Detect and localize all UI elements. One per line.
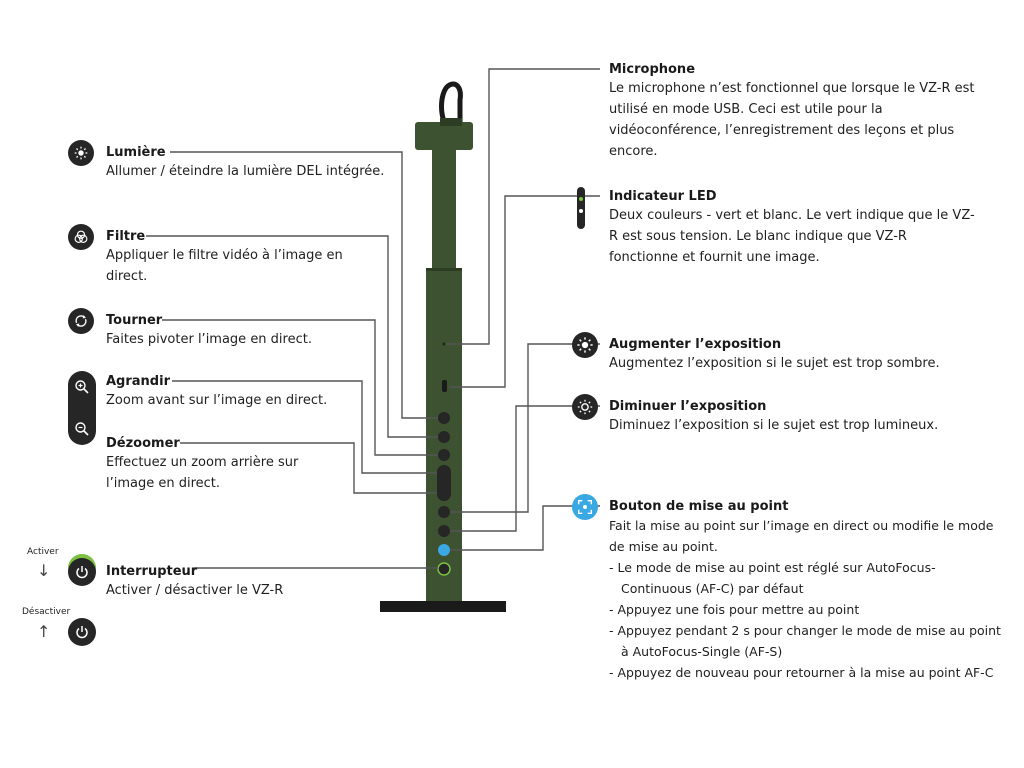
device-base [380, 601, 506, 612]
callout-augmenter [609, 336, 979, 374]
agrandir-desc: Zoom avant sur l’image en direct. [106, 393, 328, 408]
callout-lumiere [106, 144, 386, 182]
agrandir-title: Agrandir [106, 374, 170, 389]
callout-led [609, 188, 979, 268]
mic-hole [443, 343, 446, 346]
focus-bullet: - Appuyez de nouveau pour retourner à la mise au point AF-C [609, 662, 1004, 683]
focus-bullet: - Le mode de mise au point est réglé sur AutoFocus-Continuous (AF-C) par défaut [609, 557, 1004, 599]
device-neck [432, 150, 456, 270]
lumiere-title: Lumière [106, 145, 166, 160]
microphone-title: Microphone [609, 62, 696, 77]
augmenter-title: Augmenter l’exposition [609, 337, 782, 352]
device-button-lumiere [438, 412, 450, 424]
diminuer-title: Diminuer l’exposition [609, 399, 767, 414]
zoom-out-icon [72, 419, 92, 439]
led-title: Indicateur LED [609, 189, 717, 204]
rotate-icon [68, 308, 94, 334]
callout-agrandir [106, 373, 356, 411]
callout-dezoomer [106, 435, 346, 494]
microphone-desc: Le microphone n’est fonctionnel que lorsque le VZ-R est utilisé en mode USB. Ceci est utile pour la vidéoconférence, l’enregistrement des leçons et plus encore. [609, 81, 975, 159]
lumiere-desc: Allumer / éteindre la lumière DEL intégrée. [106, 164, 385, 179]
device-button-power [438, 563, 450, 575]
led-desc: Deux couleurs - vert et blanc. Le vert indique que le VZ-R est sous tension. Le blanc indique que VZ-R fonctionne et fournit une image. [609, 208, 975, 265]
focus-bullets [609, 557, 1004, 683]
interrupteur-title: Interrupteur [106, 564, 198, 579]
filtre-title: Filtre [106, 229, 146, 244]
power-off-label: Désactiver [22, 607, 71, 617]
device-button-zoom [437, 465, 451, 501]
diminuer-desc: Diminuez l’exposition si le sujet est trop lumineux. [609, 418, 939, 433]
sun-minus-icon [572, 394, 598, 420]
callout-microphone [609, 61, 979, 162]
filter-icon [68, 224, 94, 250]
arrow-down-icon: ↓ [37, 561, 51, 580]
focus-bullet: - Appuyez une fois pour mettre au point [609, 599, 1004, 620]
interrupteur-desc: Activer / désactiver le VZ-R [106, 583, 284, 598]
filtre-desc: Appliquer le filtre vidéo à l’image en direct. [106, 248, 343, 284]
sun-plus-icon [572, 332, 598, 358]
callout-focus [609, 498, 1004, 683]
device-button-filtre [438, 431, 450, 443]
power-on-label: Activer [27, 547, 59, 557]
callout-tourner [106, 312, 366, 350]
tourner-title: Tourner [106, 313, 163, 328]
callout-interrupteur [106, 563, 346, 601]
arrow-up-icon: ↑ [37, 622, 51, 641]
callout-diminuer [609, 398, 979, 436]
power-off-icon [68, 618, 96, 646]
focus-icon [572, 494, 598, 520]
device-button-augmenter [438, 506, 450, 518]
augmenter-desc: Augmentez l’exposition si le sujet est trop sombre. [609, 356, 940, 371]
camera-head [415, 122, 473, 150]
led-indicator-icon [577, 187, 585, 229]
callout-filtre [106, 228, 386, 287]
dezoomer-title: Dézoomer [106, 436, 180, 451]
led-slot [442, 380, 447, 392]
device-button-diminuer [438, 525, 450, 537]
dezoomer-desc: Effectuez un zoom arrière sur l’image en direct. [106, 455, 299, 491]
focus-desc: Fait la mise au point sur l’image en direct ou modifie le mode de mise au point. [609, 518, 994, 554]
device-button-tourner [438, 449, 450, 461]
tourner-desc: Faites pivoter l’image en direct. [106, 332, 312, 347]
power-on-icon [68, 558, 96, 586]
device-button-focus [438, 544, 450, 556]
focus-title: Bouton de mise au point [609, 499, 789, 514]
zoom-control-icon [68, 371, 96, 445]
focus-bullet: - Appuyez pendant 2 s pour changer le mode de mise au point à AutoFocus-Single (AF-S) [609, 620, 1004, 662]
light-bulb-icon [68, 140, 94, 166]
zoom-in-icon [72, 377, 92, 397]
